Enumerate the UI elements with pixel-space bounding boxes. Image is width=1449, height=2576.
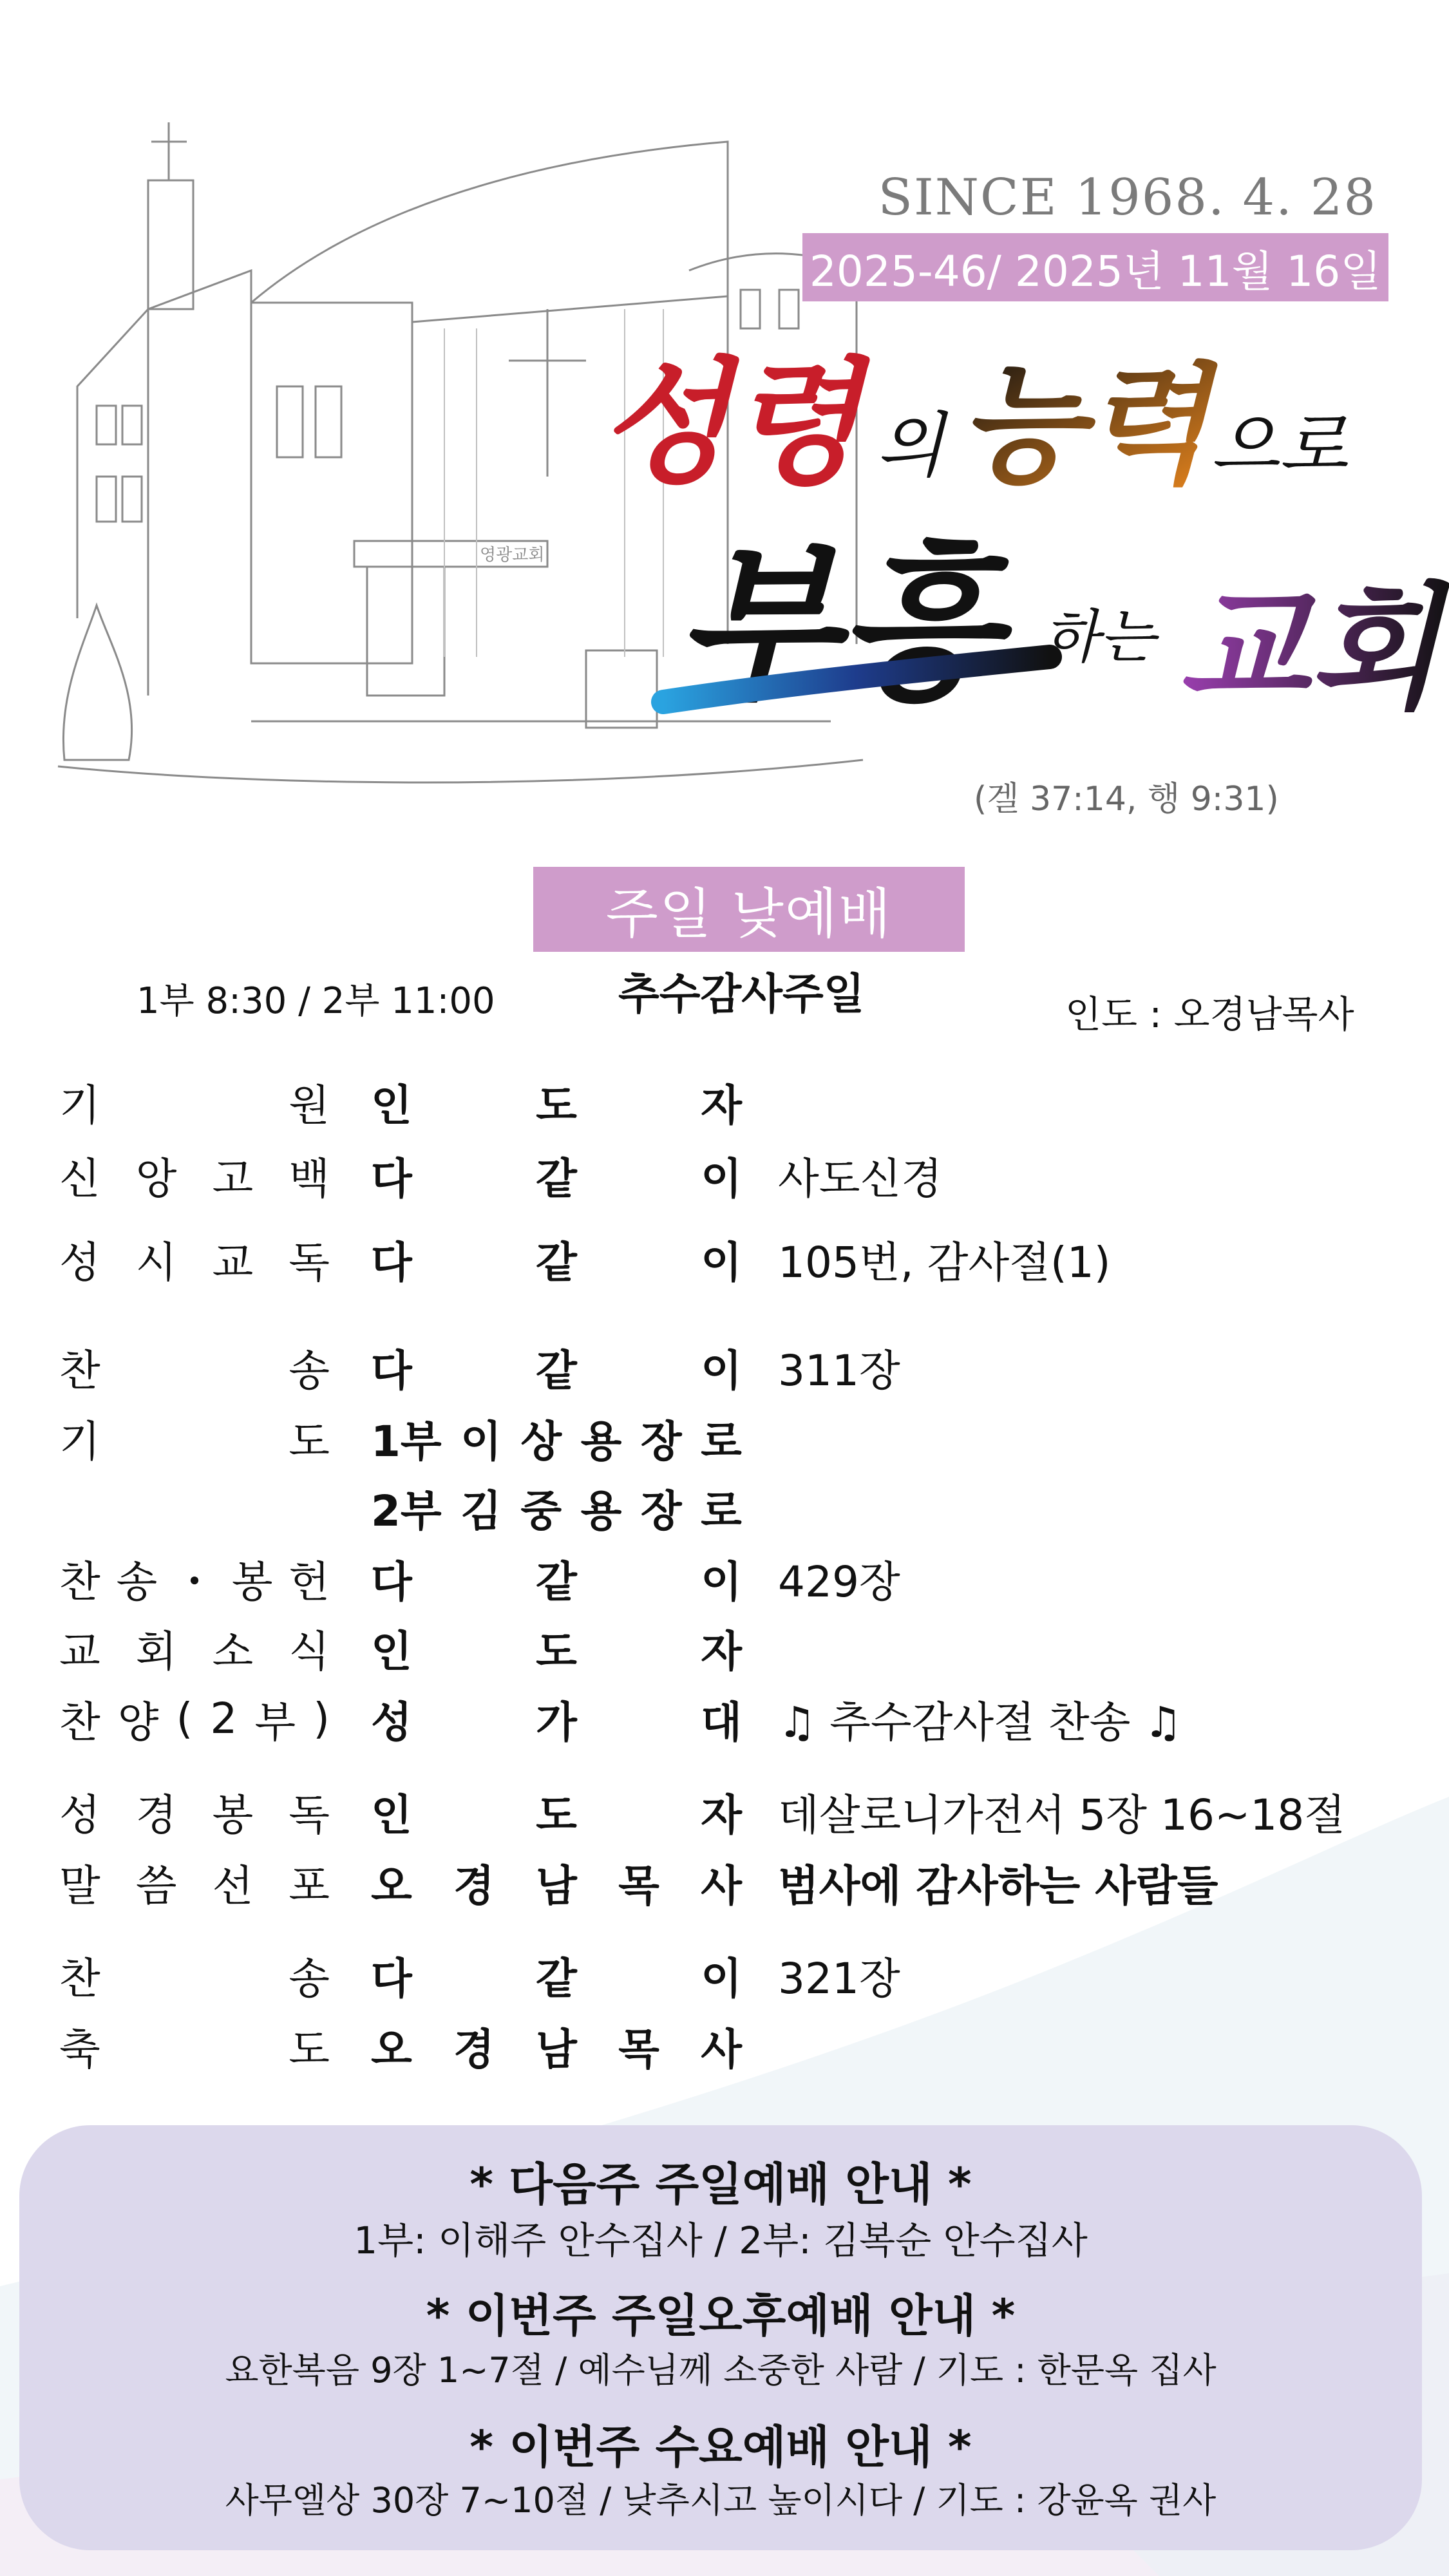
announcement-title: * 다음주 주일예배 안내 * [469,2158,972,2211]
order-item-char: 원 [289,1080,330,1130]
calligraphy-theme-logo [599,322,1440,811]
order-item-char: 양 [117,1697,159,1747]
order-item-char: 회 [135,1626,177,1676]
bible-verse-reference: (겔 37:14, 행 9:31) [974,780,1279,819]
order-item-char: 봉 [231,1557,273,1607]
order-item-char: 교 [212,1237,254,1287]
order-item-label [59,1780,330,1842]
order-row [0,1851,1449,1913]
order-detail [778,1476,1396,1538]
order-item-char: 도 [289,2024,330,2074]
order-leader [371,1227,742,1289]
order-leader-char: 남 [536,2024,577,2074]
order-leader-char: 다 [371,1153,412,1204]
order-leader-char: 자 [701,1790,742,1840]
order-item-char: 식 [289,1626,330,1676]
order-leader-char: 사 [701,2024,742,2074]
order-leader-char: 인 [371,1080,412,1130]
order-item-char: 선 [212,1861,254,1911]
order-row [0,1780,1449,1842]
announcement-title: * 이번주 주일오후예배 안내 * [426,2289,1016,2342]
order-leader-char: 상 [520,1416,562,1466]
order-leader-char: 다 [371,1557,412,1607]
order-item-char: 송 [289,1345,330,1396]
order-item-char: 시 [135,1237,177,1287]
order-detail [778,1616,1396,1678]
order-leader-char: 김 [460,1486,502,1536]
order-detail: 105번, 감사절(1) [778,1237,1111,1287]
order-leader-char: 같 [536,1953,577,2003]
order-item-char: 교 [59,1626,100,1676]
order-detail: 321장 [778,1953,900,2003]
order-item-label [59,1944,330,2005]
order-leader-char: 경 [453,1861,495,1911]
order-item-char: ・ [173,1557,216,1607]
order-item-label [59,1616,330,1678]
order-leader [371,1944,742,2005]
order-leader [371,1406,742,1468]
announcements-box [19,2125,1422,2550]
svg-text:의: 의 [876,404,945,487]
order-item-char: 소 [212,1626,254,1676]
order-detail: 사도신경 [778,1153,943,1204]
order-item-char: 백 [289,1153,330,1204]
order-item-char: 독 [289,1237,330,1287]
svg-text:하는: 하는 [1043,603,1155,671]
order-detail: 데살로니가전서 5장 16~18절 [778,1790,1346,1840]
order-item-char: 찬 [59,1697,100,1747]
since-date: SINCE 1968. 4. 28 [878,169,1377,227]
order-item-label [59,2014,330,2076]
svg-text:능력: 능력 [960,350,1209,501]
order-item-char: 경 [135,1790,177,1840]
order-detail: 429장 [778,1557,900,1607]
order-item-char: 찬 [59,1345,100,1396]
svg-text:부흥: 부흥 [676,526,1000,723]
order-leader-char: 다 [371,1345,412,1396]
announcement-title: * 이번주 수요예배 안내 * [469,2421,972,2474]
order-item-label [59,1476,330,1538]
order-item-char: 앙 [135,1153,177,1204]
announcement-body: 요한복음 9장 1~7절 / 예수님께 소중한 사람 / 기도 : 한문옥 집사 [225,2350,1217,2391]
order-row [0,2014,1449,2076]
order-leader [371,1616,742,1678]
order-leader-char: 용 [580,1486,622,1536]
order-leader [371,1336,742,1397]
order-item-char: 헌 [289,1557,330,1607]
announcement-body: 1부: 이해주 안수집사 / 2부: 김복순 안수집사 [354,2219,1088,2262]
order-leader-char: 용 [580,1416,622,1466]
order-leader-char: 경 [453,2024,495,2074]
order-leader-char: 로 [701,1486,742,1536]
order-leader [371,1547,742,1609]
order-item-char: 독 [289,1790,330,1840]
order-leader [371,1780,742,1842]
order-leader-char: 같 [536,1153,577,1204]
order-item-label [59,1851,330,1913]
order-item-char: 찬 [59,1953,100,2003]
svg-text:교회: 교회 [1179,569,1440,728]
order-item-char: 포 [289,1861,330,1911]
order-item-char: 축 [59,2024,100,2074]
order-item-char: 부 [254,1697,296,1747]
order-leader-char: 다 [371,1237,412,1287]
order-leader-char: 도 [536,1626,577,1676]
order-leader-char: 도 [536,1080,577,1130]
service-times: 1부 8:30 / 2부 11:00 [137,980,495,1022]
order-item-char: 송 [289,1953,330,2003]
order-leader-char: 장 [640,1486,682,1536]
order-leader-char: 자 [701,1626,742,1676]
order-row [0,1616,1449,1678]
order-item-char: 봉 [212,1790,254,1840]
order-item-char: ( [176,1693,193,1743]
order-detail [778,1406,1396,1468]
order-detail: ♫ 추수감사절 찬송 ♫ [778,1697,1182,1747]
order-leader-char: 장 [640,1416,682,1466]
order-leader-char: 도 [536,1790,577,1840]
order-row [0,1687,1449,1749]
order-item-label [59,1406,330,1468]
order-item-char: 2 [210,1693,238,1743]
svg-text:으로: 으로 [1211,404,1348,487]
order-leader-char: 목 [618,2024,659,2074]
order-item-char: 성 [59,1790,100,1840]
service-title-banner: 주일 낮예배 [533,867,965,952]
service-theme: 추수감사주일 [618,969,865,1019]
order-leader-char: 이 [701,1953,742,2003]
order-leader-char: 오 [371,2024,412,2074]
order-item-char: 고 [212,1153,254,1204]
order-item-char: ) [313,1693,330,1743]
order-leader-char: 인 [371,1790,412,1840]
order-leader-char: 중 [520,1486,562,1536]
order-detail: 범사에 감사하는 사람들 [778,1861,1218,1911]
order-item-char: 도 [289,1416,330,1466]
order-item-label [59,1144,330,1206]
order-detail [778,2014,1396,2076]
order-leader-char: 인 [371,1626,412,1676]
order-leader [371,2014,742,2076]
bulletin-header [0,0,1449,837]
order-leader-char: 오 [371,1861,412,1911]
order-leader-char: 이 [701,1153,742,1204]
order-leader-char: 성 [371,1697,412,1747]
issue-date-banner: 2025-46/ 2025년 11월 16일 [802,233,1388,301]
order-leader-char: 이 [460,1416,502,1466]
order-row [0,1476,1449,1538]
order-item-char: 신 [59,1153,100,1204]
svg-text:영광교회: 영광교회 [480,545,545,565]
order-item-char: 기 [59,1416,100,1466]
order-leader [371,1476,742,1538]
svg-text:성령: 성령 [599,343,860,502]
order-item-label [59,1336,330,1397]
order-row [0,1944,1449,2005]
announcement-body: 사무엘상 30장 7~10절 / 낮추시고 높이시다 / 기도 : 강윤옥 권사 [225,2480,1217,2521]
order-leader-char: 가 [536,1697,577,1747]
order-leader-char: 이 [701,1557,742,1607]
order-leader-char: 2부 [371,1486,442,1536]
order-leader-char: 1부 [371,1416,442,1466]
order-leader [371,1070,742,1132]
order-item-char: 말 [59,1861,100,1911]
order-leader-char: 사 [701,1861,742,1911]
order-leader [371,1851,742,1913]
order-row [0,1547,1449,1609]
order-leader-char: 같 [536,1557,577,1607]
order-detail: 311장 [778,1345,900,1396]
order-item-char: 씀 [135,1861,177,1911]
order-leader-char: 이 [701,1345,742,1396]
order-leader-char: 남 [536,1861,577,1911]
service-officiant: 인도 : 오경남목사 [1065,992,1354,1036]
order-leader-char: 로 [701,1416,742,1466]
order-row [0,1144,1449,1206]
order-item-char: 성 [59,1237,100,1287]
order-detail [778,1070,1396,1132]
order-leader-char: 같 [536,1345,577,1396]
order-item-char: 기 [59,1080,100,1130]
order-item-label [59,1227,330,1289]
order-leader-char: 이 [701,1237,742,1287]
order-row [0,1227,1449,1289]
order-row [0,1070,1449,1132]
order-row [0,1406,1449,1468]
order-item-label [59,1070,330,1132]
order-row [0,1336,1449,1397]
order-item-char: 송 [116,1557,158,1607]
order-leader-char: 대 [701,1697,742,1747]
order-leader [371,1687,742,1749]
order-leader-char: 다 [371,1953,412,2003]
order-leader-char: 목 [618,1861,659,1911]
order-leader-char: 같 [536,1237,577,1287]
order-leader-char: 자 [701,1080,742,1130]
order-item-char: 찬 [59,1557,100,1607]
order-item-label [59,1687,330,1749]
order-item-label [59,1547,330,1609]
order-leader [371,1144,742,1206]
